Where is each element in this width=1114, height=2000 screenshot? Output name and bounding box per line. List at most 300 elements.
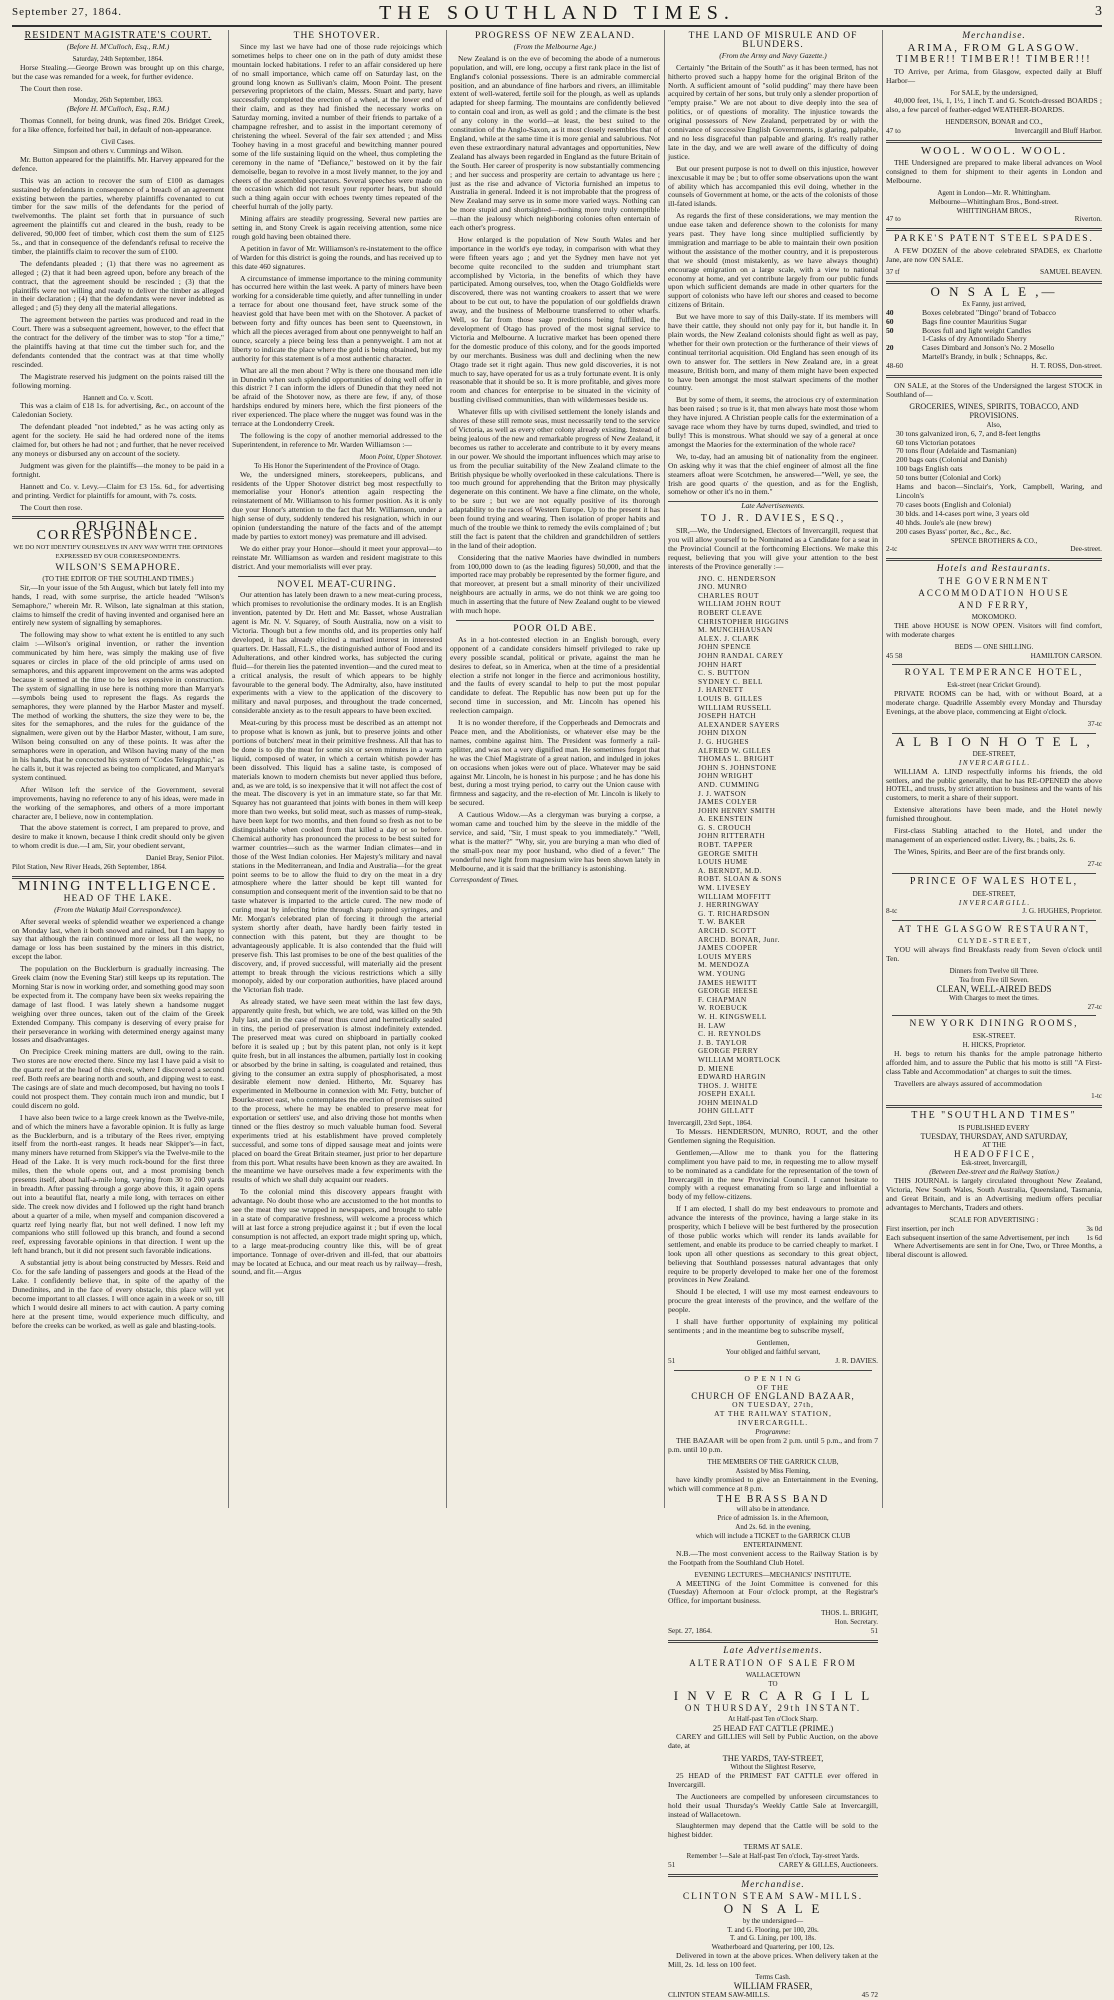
ad-title: I N V E R C A R G I L L [673, 1687, 873, 1703]
ad-line: C L Y D E - S T R E E T , [957, 937, 1031, 946]
paragraph: The following may show to what extent he is entitled to any such claim :—Wilson's original invention, or rather the invention communicated by him here, was simply the making use of five squares or circles in place of the old principle of arms used on semaphores, and this apparent improvement on the arms was adopted because it seemed at the time to be less expensive in construction. The system of signalling in use here is nothing more than Marryat's—symbols being used to represent the flags. As regards the semaphores, they were planned by the Harbor Master and myself. The method of working the shutters, the size they were to be, the sites for the semaphores, and the rules for the guidance of the signalmen, were given out by the Harbor Master, without, I am sure, Wilson being consulted on any of these points. It was after the semaphores were in operation, and Wilson having many of the men in his hands, that he concocted his system of "Codes Telegraphic," as he calls it, but it was rejected as being too complicated, and Marryat's system continued. [12, 630, 224, 782]
signatory-name: ROBT. TAPPER [698, 840, 754, 850]
onsale-item-text: Bags fine counter Mauritius Sugar [922, 316, 1027, 326]
ad-title: AND FERRY, [958, 600, 1030, 611]
ad-line: Dinners from Twelve till Three. [949, 966, 1039, 975]
ad-line: 25 HEAD FAT CATTLE (PRIME.) [712, 1723, 834, 1734]
ad-number: 47 to [886, 126, 901, 136]
section-heading: Late Advertisements. [668, 501, 878, 511]
divider [886, 228, 1102, 231]
onsale-list [886, 309, 1102, 362]
ad-line: Agent in London—Mr. R. Whittingham. [937, 188, 1051, 197]
paragraph: This was an action to recover the sum of £100 as damages sustained by defendants in consequence of a breach of an agreement existing between the parties, whereby plaintiffs covenanted to cut timber for the saw mills of the defendants for the period of twelvemonths. The plaint set forth that in pursuance of such agreement the plaintiffs cut and cleared in the bush, ready to be delivered, 90,000 feet of timber, which cost them the sum of £125 5s., and that in consequence of the defendant's refusal to receive the timber, the plaintiffs claim to recover the sum of £100. [12, 175, 224, 256]
section-heading: Late Advertisements. [723, 1646, 823, 1656]
signature: J. R. DAVIES. [835, 1355, 878, 1365]
ad-title: TO [768, 1679, 778, 1688]
onsale-item-quantity: 60 [886, 316, 894, 326]
paragraph: We, to-day, had an amusing bit of nationality from the engineer. On asking why it was that the chief engineer of almost all the fine steamers afloat were Scotchmen, he answered—"Well, ye see, the Irish are good quarts o' the question, and as for the English, somehow or other it's no in them." [668, 451, 878, 497]
ad-line: GROCERIES, WINES, SPIRITS, TOBACCO, AND PROVISIONS. [909, 401, 1079, 420]
paragraph: YOU will always find Breakfasts ready from Seven o'clock until Ten. [886, 945, 1102, 964]
ad-title: AT THE RAILWAY STATION, [714, 1409, 832, 1419]
signatory-name: GEORGE HEESE [698, 986, 759, 996]
paragraph: Extensive alterations have been made, and the Hotel newly furnished throughout. [886, 805, 1102, 824]
paragraph: The Court then rose. [20, 502, 83, 512]
ad-title: PARKE'S PATENT STEEL SPADES. [894, 234, 1094, 245]
signatory-name: ARCHD. BONAR, Junr. [698, 934, 780, 944]
signatory-name: C. S. BUTTON [698, 668, 750, 678]
paragraph: THE above HOUSE is NOW OPEN. Visitors will find comfort, with moderate charges [886, 620, 1102, 639]
signatory-name: ALEXANDER SAYERS [698, 719, 780, 729]
date-line: Sept. 27, 1864. [668, 1626, 712, 1636]
onsale-item-text: Cases Dimbard and Jonson's No. 2 Mosello [922, 343, 1055, 353]
signature: Invercargill and Bluff Harbor. [1014, 126, 1102, 136]
ad-line: will also be in attendance. [736, 1505, 810, 1514]
paragraph: have kindly promised to give an Entertainment in the Evening, which will commence at 8 p.m. [668, 1474, 878, 1493]
signatory-name: JOHN HART [698, 659, 743, 669]
signatory-name: EDWARD HARGIN [698, 1072, 766, 1082]
signatory-name: JOHN SPENCE [698, 642, 752, 652]
ad-line: Also, [986, 420, 1002, 429]
article-subheading: HEAD OF THE LAKE. [63, 893, 173, 904]
ad-line: With Charges to meet the times. [949, 993, 1039, 1002]
ad-title: NEW YORK DINING ROOMS, [909, 1019, 1079, 1030]
paragraph: Whatever fills up with civilised settlement the lonely islands and shores of these still remote seas, must necessarily tend to the service of Victoria, as well as every other colony already existing. Instead of being jealous of the new and remarkable progress of New Zealand, it becomes us rather to accelerate and contribute to it by every means in our power. We should the important influences which may arise to us from the peculiar suitability of the New Zealand climate to the British physique be wholly overlooked in these calculations. There is too much ground for apprehending that the Briton may physically degenerate on this continent. We have a fine climate, on the whole, to be sure ; but we are not equally positive of its thorough adaptability to the races of Western Europe. Up to the present it has been found trying and wearing. Then isolation of proper habits and much of the trouble we think to remedy the evils complained of ; but still the fact is patent that the children and grandchildren of settlers in the land of their adoption. [450, 407, 660, 550]
ad-line: Programme: [755, 1428, 791, 1437]
ad-number: 51 [870, 1626, 878, 1636]
divider [886, 140, 1102, 143]
signature-row [668, 1357, 878, 1366]
column-2 [232, 30, 442, 1508]
ad-number: 27-tc [1087, 859, 1102, 868]
ad-title: ALTERATION OF SALE FROM [689, 1657, 857, 1668]
paragraph: New Zealand is on the eve of becoming the abode of a numerous population, and will, ere long, occupy a first rank place in the list of England's colonial possessions. There is an admirable commercial position, and an abundance of fine harbors and rivers, an illimitable extent of well-watered, fertile soil for the plough, as well as uplands adapted for sheep farming. The mountains are confidently believed to contain coal and iron, as well as gold ; and the climate is the best of any colony in the world—at least, the best suited to the constitution of the Anglo-Saxon, as it most closely resembles that of England, while at the same time it is more genial and salubrious. Not even these extraordinary natural advantages and opportunities, New Zealand has always been regarded in England as the future Britain of the South. Her career of prosperity is now substantially commencing ; and her success and prosperity are certain to advantage us here ; just as the rise and advance of Victoria furnished an impetus to Australia in general. Indeed it is not improbable that the progress of New Zealand may serve us in some more varied ways. Nothing can be more stupid and shortsighted—nothing more truly contemptible—than the jealousy which neighboring colonies often entertain of each other's progress. [450, 53, 660, 233]
paragraph: To Messrs. HENDERSON, MUNRO, ROUT, and the other Gentlemen signing the Requisition. [668, 1126, 878, 1145]
paragraph: SIR,—We, the Undersigned, Electors of Invercargill, request that you will allow yourself to be Nominated as a Candidate for a seat in the Provincial Council at the forthcoming Elections. We make this request, believing that you will give your attention to the best interests of the Province generally :— [668, 526, 878, 571]
rate-label: Each subsequent insertion of the same Advertisement, per inch [886, 1232, 1070, 1242]
ad-title: THE BRASS BAND [716, 1494, 830, 1506]
paragraph: A MEETING of the Joint Committee is convened for this (Tuesday) Afternoon at Four o'clock prompt, at the Registrar's Office, for important business. [668, 1578, 878, 1606]
signatory-name: W. H. KINGSWELL [698, 1011, 767, 1021]
ad-title: THE "SOUTHLAND TIMES" [911, 1109, 1077, 1121]
signatory-name: THOS. J. WHITE [698, 1080, 758, 1090]
signatory-name: THOMAS L. BRIGHT [698, 754, 774, 764]
signatory-name: ARCHD. SCOTT [698, 926, 757, 935]
divider [886, 558, 1102, 561]
signatory-name: ALFRED W. GILLES [698, 745, 772, 755]
ad-title: INVERCARGILL. [737, 1418, 809, 1428]
stores-item: 30 tons galvanized iron, 6, 7, and 8-feet lengths [896, 428, 1041, 438]
divider [886, 1105, 1102, 1108]
disclaimer: WE DO NOT IDENTIFY OURSELVES IN ANY WAY WITH THE OPINIONS EXPRESSED BY OUR CORRESPONDENTS. [13, 544, 223, 561]
ad-title: A L B I O N H O T E L , [895, 733, 1093, 749]
paragraph: A Cautious Widow.—As a clergyman was burying a corpse, a woman came and touched him by the sleeve in the middle of the service, and said, "Sir, I must speak to you immediately." "Well, what is the matter?" "Why, sir, you are burying a man who died of the small-pox near my poor husband, who died of a fever." The wonderful new light from magnesium wire has been shown lately in Melbourne, and it is said that the brilliancy is astonishing. [450, 810, 660, 873]
paragraph: A circumstance of immense importance to the mining community has occurred here within the last week. A party of miners have been working for a considerable time quietly, and after tunnelling in under a terrace for about one thousand feet, have struck some of the heaviest gold that have been met with on the Shotover. A packet of between forty and fifty ounces has been sent to Queenstown, in which all the pieces averaged from about one pennyweight to half an ounce, scarcely a piece being less than a pennyweight. I am not at liberty to indicate the place where the gold is being obtained, but my authority for this statement is of a most authentic character. [232, 273, 442, 363]
ad-title: O P E N I N G [744, 1373, 802, 1383]
ad-number: 45 72 [861, 1989, 878, 1999]
paragraph: After several weeks of splendid weather we experienced a change on Monday last, when it both snowed and rained, but I am happy to say that although the rain continued more or less all the week, no damage or loss has been sustained by the miners in this district, except the labor. [12, 916, 224, 962]
paragraph: ON SALE, at the Stores of the Undersigned the largest STOCK in Southland of— [886, 381, 1102, 399]
signature-place: Pilot Station, New River Heads, 26th September, 1864. [12, 863, 167, 872]
source-line: Correspondent of Times. [450, 876, 519, 885]
signatory-name: H. LAW [698, 1020, 726, 1030]
ad-line: MOKOMOKO. [971, 612, 1017, 621]
paragraph: Where Advertisements are sent in for One, Two, or Three Months, a liberal discount is allowed. [886, 1241, 1102, 1260]
ad-line: AT THE [982, 1141, 1006, 1150]
signatory-name: J. B. TAYLOR [698, 1037, 748, 1047]
ad-title: THE GOVERNMENT [938, 576, 1050, 587]
onsale-item-quantity: 50 [886, 325, 894, 335]
signature: Dee-street. [1070, 544, 1102, 554]
paragraph: Certainly "the Britain of the South" as it has been termed, has not hitherto proved such a happy home for the original Briton of the North. A sufficient amount of "solid pudding" may there have been acquired by certain of her sons, but truly only a slender proportion of "empty praise." We are not about to dive deeply into the sea of politics, or of questions of morality. The injustice towards the original possessors of New Zealand, perpetrated by or with the connivance of successive English Governments, is glaring, palpable, and no less disgraceful than palpable and glaring. It's really rather late in the day, and we are well aware of the difficulty of doing justice. [668, 62, 878, 161]
paragraph: The defendant pleaded "not indebted," as he was acting only as agent for the society. He said he had ordered none of the items claimed for, but others he had not ; and further, that he never received any moneys or disbursed any on account of the society. [12, 422, 224, 458]
ad-title: AT THE GLASGOW RESTAURANT, [897, 924, 1091, 935]
masthead-rule [12, 25, 1102, 27]
onsale-item-text: Boxes celebrated "Dingo" brand of Tobacco [922, 307, 1056, 317]
divider [668, 1874, 878, 1877]
signatory-name: J. HARNETT [698, 685, 744, 695]
signatory-name: G. S. CROUCH [698, 822, 752, 832]
paragraph: First-class Stabling attached to the Hotel, and under the management of an experienced ostler. Livery, 8s. ; baits, 2s. 6. [886, 826, 1102, 844]
source-line: (From the Melbourne Age.) [513, 41, 597, 51]
signatory-name: J. G. HUGHES [698, 736, 749, 746]
column-rule [228, 30, 229, 1508]
article-heading: THE SHOTOVER. [293, 31, 381, 41]
signatory-name: JOHN WRIGHT [698, 771, 754, 781]
signatory-name: ALEX. J. CLARK [698, 633, 760, 643]
paragraph: The Court then rose. [20, 83, 83, 93]
paragraph: It is no wonder therefore, if the Copperheads and Democrats and Peace men, and the Abolitionists, or whatever else may be the names, combine against him. The President was formerly a rail-splitter, and was not a very dignified man. He sometimes forgot that he was the Chief Magistrate of a great nation, and indulged in jokes on occasions when jokes were out of place. Whatever may be said against Mr. Lincoln, he is honest in his purpose ; and he has done his best, during a most trying period, to carry out the Union cause with firmness and sagacity, and the re-election of Mr. Lincoln is likely to be secured. [450, 718, 660, 808]
ad-line: ESK-STREET. [972, 1032, 1016, 1041]
ad-line: For SALE, by the undersigned, [950, 88, 1038, 97]
ad-line: which will include a TICKET to the GARRICK CLUB [695, 1532, 851, 1541]
ad-line: H. HICKS, Proprietor. [962, 1041, 1026, 1050]
paragraph: To the colonial mind this discovery appears fraught with advantage. No doubt those who are accustomed to the hot months to see the meat they use wrapped in newspapers, and brought to table in a state of comparative freshness, will welcome a process which will at last force a strong prejudice against it ; but if even the local consumption is not affected, an export trade might spring up, which, to a large meat-producing country like this, will be of great importance. Tonnage of over-driven and ill-fed, that our abattoirs may be located at Echuca, and our meat reach us by railway—fresh, sound, and fit.—Argus [232, 1187, 442, 1277]
rate-value: 1s 6d [1086, 1232, 1102, 1242]
ad-line: Without the Slightest Reserve, [730, 1762, 816, 1771]
signatory-name: M. MUNCHHAUSAN [698, 625, 773, 635]
signatory-name: F. CHAPMAN [698, 994, 747, 1004]
signatory-name: JOHN HENRY SMITH [698, 805, 776, 815]
signatory-name: JOHN S. JOHNSTONE [698, 762, 777, 772]
case-title: Simpson and others v. Cummings and Wilson. [53, 146, 183, 155]
rate-label: First insertion, per inch [886, 1223, 955, 1233]
stores-item: 40 hhds. Joule's ale (new brew) [896, 517, 992, 527]
signatory-name: JAMES COLYER [698, 797, 758, 807]
divider [892, 920, 1096, 921]
signatory-name: G. T. RICHARDSON [698, 908, 770, 918]
section-heading: Merchandise. [962, 31, 1026, 41]
ad-line: At Half-past Ten o'Clock Sharp. [728, 1715, 818, 1724]
paragraph: Meat-curing by this process must be described as an attempt not to propose what is known as junk, but to preserve joints and other portions of butchers' meat in their primitive freshness. All that has to be done is to dip the meat for some six or seven minutes in a warm liquid, composed of water, in which a certain whitish powder has been dissolved. This liquid has a saline taste, is composed of materials known to modern chemists but never applied thus before, and, as we are told, is so inexpensive that it will not affect the cost of the meat. The discovery is yet in an immature state, so far that Mr. Squarey has not guaranteed that joints with bones in them will keep more than two weeks, but solid meat, such as masses of rump-steak, have been kept for two months, and then found so fresh as not to be distinguishable when cooked from that killed a day or so before. Chemical authority has pronounced the process to be best suited for warmer countries—such as the warmer Indian climates—and in those of the West Indian colonies. Her Majesty's military and naval stations in the Mediterranean, and India and Australia—for the great point seems to be to allow the fluid to dry on the meat in a dry atmosphere where the latter should be kept till wanted for consumption and consequent merit of the invention said to be that no taste whatever is imparted to the article cured. The new mode of curing meat by infecting brine through sharp pointed syringes, and Mr. Morgan's celebrated plan of forcing it through the arterial system shortly after death, have hardly been fairly tested in connection with this patent, but they are thought to be advantageously applicable. It is also contended that the fluid will preserve fish. This last promises to be one of the best qualities of the discovery, and, if proved successful, will materially aid the present attempt to break through the vicious restrictions which a silly monopoly, aided by our corporation authorities, have placed around the Victorian fish trade. [232, 718, 442, 995]
paragraph: Our attention has lately been drawn to a new meat-curing process, which promises to revolutionise the ordinary modes. It is an English invention, patented by Dr. Hett and Mr. Basset, whose Australian agent is Mr. N. V. Squarey, of South Australia, now on a visit to Victoria. Though but a few months old, and its properties only half developed, it has already elicited a marked interest in interested quarters. Dr. Hassall, F.L.S., the distinguished author of Food and its Adulterations, and other kindred works, has subjected the curing fluid—for therein lies the patented invention—and the cured meat to a critical analysis, the result of which appears to be highly favourable to the general body. The Admiralty, also, have instituted experiments with a view to the application of the discovery to military and naval purposes, and throughout the trade concerned, considerable anxiety as to the result appears to have been excited. [232, 590, 442, 716]
ad-title: ARIMA, FROM GLASGOW. [907, 41, 1081, 54]
court-date: Saturday, 24th September, 1864. [72, 54, 164, 63]
onsale-item-text: Boxes full and light weight Candles [922, 325, 1032, 335]
rate-value: 3s 0d [1086, 1223, 1102, 1233]
ad-line: Esk-street (near Cricket Ground). [947, 681, 1041, 690]
ad-number: 45 58 [886, 650, 903, 660]
ad-number: 1-tc [1091, 1091, 1102, 1100]
signatory-name: GEORGE PERRY [698, 1046, 759, 1056]
signatory-name: C. H. REYNOLDS [698, 1029, 762, 1039]
signatory-name: JOHN DIXON [698, 728, 747, 738]
paragraph: Considering that the native Maories have dwindled in numbers from 100,000 down to (as the leading figures) 50,000, and that the imported race may probably be represented by the former figure, and that moreover, at present but a small minority of their uncivilized neighbours are actually in arms, we do not think we are going too much in asserting that the future of New Zealand ought to be viewed with much hope. [450, 552, 660, 616]
column-5 [886, 30, 1102, 1508]
paragraph: THIS JOURNAL is largely circulated throughout New Zealand, Victoria, New South Wales, South Australia, Queensland, Tasmania, and Great Britain, and is an Advertising medium offers peculiar advantages to Merchants, Traders and others. [886, 1176, 1102, 1212]
ad-line: I N V E R C A R G I L L . [958, 758, 1030, 767]
signature: H. T. ROSS, Don-street. [1031, 361, 1102, 371]
paragraph: The Magistrate reserved his judgment on the points raised till the following morning. [12, 371, 224, 390]
signature: Hon. Secretary. [834, 1618, 878, 1627]
masthead [12, 2, 1102, 24]
ad-title: EVENING LECTURES—MECHANICS' INSTITUTE. [694, 1570, 852, 1579]
ad-line: TERMS AT SALE. [743, 1842, 803, 1852]
onsale-item-quantity: 20 [886, 343, 894, 353]
ad-line: Price of admission 1s. in the Afternoon, [717, 1514, 829, 1523]
divider [674, 1370, 872, 1371]
requisition-signatories [698, 575, 878, 1116]
ad-title: ROYAL TEMPERANCE HOTEL, [904, 668, 1084, 679]
ad-line: CLEAN, WELL-AIRED BEDS [936, 983, 1052, 994]
signatory-name: W. ROEBUCK [698, 1003, 748, 1013]
stores-item: 50 tons butter (Colonial and Cork) [896, 473, 1001, 483]
ad-title: CHURCH OF ENGLAND BAZAAR, [691, 1391, 855, 1402]
signatory-name: LOUIS MYERS [698, 951, 752, 961]
ad-title: WOOL. WOOL. WOOL. [920, 145, 1068, 158]
paragraph: I shall have further opportunity of explaining my political sentiments ; and in the meantime beg to subscribe myself, [668, 1317, 878, 1335]
signatory-name: CHARLES ROUT [698, 590, 759, 600]
mining-heading: MINING INTELLIGENCE. [18, 878, 218, 894]
stores-item: 100 bags English oats [896, 464, 963, 474]
closing: Gentlemen, [756, 1338, 790, 1347]
signatory-name: LOUIS HUME [698, 857, 748, 867]
signature: Daniel Bray, Senior Pilot. [145, 853, 224, 863]
paragraph: As regards the first of these considerations, we may mention the undue ease taken and deference shown to the colonists for many years past. They have long since multiplied sufficiently by immigration and marriage to be able to maintain their own position without the assistance of the mother country, and it is preposterous that we should (most mistakenly, as we have always thought) encourage emigration on a large scale, with a view to national economy at home, and yet contribute largely from our public funds upon which sufficient demands are made in other quarters for the support of colonists who have left our shores and ceased to become citizens of Britain. [668, 211, 878, 310]
signatory-name: M. MENDOZA [698, 960, 750, 970]
divider [892, 1015, 1096, 1016]
ad-line: SCALE FOR ADVERTISING : [949, 1215, 1039, 1224]
signatory-name: D. MIENE [698, 1063, 735, 1073]
ad-line: Melbourne—Whittingham Bros., Bond-street. [929, 197, 1059, 206]
ad-title: ON THURSDAY, 29th INSTANT. [684, 1702, 862, 1713]
divider [892, 873, 1096, 874]
paragraph: 40,000 feet, 1¼, 1, 1½, 1 inch T. and G. Scotch-dressed BOARDS ; also, a few parcel of feather-edged WEATHER-BOARDS. [886, 96, 1102, 115]
paragraph: Sir,—In your issue of the 5th August, which but lately fell into my hands, I read, with some surprise, the article headed "Wilson's Semaphore," wherein Mr. R. Wilson, late signalman at this station, claims to himself the credit of having invented and organised here an entirely new system of signalling by semaphores. [12, 582, 224, 628]
ad-title: CLINTON STEAM SAW-MILLS. [682, 1891, 864, 1902]
page-number: 3 [1095, 4, 1102, 19]
paragraph: Horse Stealing.—George Brown was brought up on this charge, but the case was remanded for a week, for further evidence. [12, 62, 224, 81]
paragraph: How enlarged is the population of New South Wales and her importance in the world's eye today, in comparison with what they were fifteen years ago ; and yet the Sydney men have not yet become quite reconciled to the sudden and triumphant start accomplished by Victoria, in the benefits of which they have participated. Among ourselves, too, when the Otago Goldfields were discovered, there was not wanting croakers to assert that we were about to be cut out, to have the population of our goldfields drawn away, and the business of Melbourne transferred to other wharfs. Well, so far from those sage predictions being fulfilled, the development of Otago has proved of the most signal service to Victoria and Melbourne. A lucrative market has been opened there for the domestic produce of this colony, and for the goods imported by our merchants. Business was dull and declining when the new Otago trade set it right again. Thus new gold discoveries, it is not much to say, have operated for us as a truly fortunate event. It is only reasonable that it should be so. It is more profitable, and gives more room and chances for enterprise to be situated in the vicinity of bustling civilised communities, than with wildernesses beside us. [450, 234, 660, 405]
paragraph: N.B.—The most convenient access to the Railway Station is by the Footpath from the Southland Club Hotel. [668, 1548, 878, 1567]
section-heading: Hotels and Restaurants. [936, 564, 1052, 575]
paragraph: I have also been twice to a large creek known as the Twelve-mile, and of which the miners have a favorable opinion. It is fully as large as the Bucklerburn, and is a tributary of the Rees river, emptying itself from the north-east ranges. It heads near Skipper's—in fact, many miners have returned from Skipper's via the Twelve-mile to the Head of the Lake. It is very much rock-bound for the first three miles, then the whole opens out, and a most promising bench presents itself, about half-a-mile long, varying from 30 to 200 yards in breadth. After passing through a gorge above this, it again opens out into a beautiful flat, nearly a mile long, with terraces on either side. The creek now divides and I followed up the right hand branch about a quarter of a mile, when myself and companion discovered a quartz reef lying nearly flat, but not well defined. I now left my companions who still followed up this branch, and found a second reef, expressing favorable opinions in that direction. I went up the left hand branch, but it did not present such favorable indications. [12, 1112, 224, 1256]
paragraph: TO Arrive, per Arima, from Glasgow, expected daily at Bluff Harbor— [886, 66, 1102, 85]
ad-line: T. and G. Lining, per 100, 18s. [730, 1934, 816, 1943]
signatory-name: AND. CUMMING [698, 779, 760, 789]
signatory-name: LOUIS B. GILLES [698, 693, 763, 703]
davies-requisition [668, 501, 878, 1636]
paragraph: A FEW DOZEN of the above celebrated SPADES, ex Charlotte Jane, are now ON SALE. [886, 246, 1102, 265]
paragraph: The defendants pleaded ; (1) that there was no agreement as alleged ; (2) that it had been agreed upon, before any breach of the contract, that the agreement should be rescinded ; (3) that the plaintiffs were not willing and ready to deliver the timber as alleged in their declaration ; (4) that the defendants were never indebted as alleged ; and (5) they deny all the material allegations. [12, 258, 224, 313]
paragraph: THE Undersigned are prepared to make liberal advances on Wool consigned to them for shipment to their agents in London and Melbourne. [886, 157, 1102, 185]
signature: CLINTON STEAM SAW-MILLS. [668, 1989, 770, 1999]
ad-line: TUESDAY, THURSDAY, AND SATURDAY, [920, 1131, 1068, 1141]
signatory-name: JOHN RANDAL CAREY [698, 651, 784, 660]
paragraph: Thomas Connell, for being drunk, was fined 20s. Bridget Creek, for a like offence, forfeited her bail, in default of non-appearance. [12, 116, 224, 135]
stores-item: 60 tons Victorian potatoes [896, 437, 976, 447]
paragraph: WILLIAM A. LIND respectfully informs his friends, the old settlers, and the public generally, that he has RE-OPENED the above HOTEL, and trusts, by strict attention to business and the wants of his customers, to merit a share of their support. [886, 766, 1102, 803]
signature: THOS. L. BRIGHT, [821, 1609, 878, 1618]
paragraph: Mining affairs are steadily progressing. Several new parties are setting in, and Stony Creek is again receiving attention, some nice rough gold having been obtained there. [232, 214, 442, 241]
paragraph: The Wines, Spirits, and Beer are of the first brands only. [894, 846, 1065, 856]
court-subheading: (Before H. M'Culloch, Esq., R.M.) [66, 104, 170, 114]
paragraph: Travellers are always assured of accommodation [894, 1078, 1042, 1088]
ad-line: T. and G. Flooring, per 100, 20s. [727, 1925, 819, 1934]
ad-line: Ex Fanny, just arrived, [962, 299, 1026, 308]
article-heading: WILSON'S SEMAPHORE. [55, 563, 181, 574]
source-line: (From the Army and Navy Gazette.) [719, 50, 827, 60]
paragraph: Slaughtermen may depend that the Cattle will be sold to the highest bidder. [668, 1821, 878, 1840]
court-subheading: (Before H. M'Culloch, Esq., R.M.) [66, 41, 170, 51]
signatory-name: T. W. BAKER [698, 917, 746, 927]
signatory-name: A. BERNDT, M.D. [698, 865, 763, 875]
paragraph: That the above statement is correct, I am prepared to prove, and desire to make it known, because I think credit should only be given to whom credit is due.—I am, Sir, your obedient servant, [12, 823, 224, 851]
paragraph: Judgment was given for the plaintiffs—the money to be paid in a fortnight. [12, 460, 224, 479]
paragraph: Gentlemen,—Allow me to thank you for the flattering compliment you have paid to me, in requesting me to allow myself to be nominated as a candidate for the representation of the town of Invercargill in the new Provincial Council. I cannot hesitate to comply with a request emanating from so large and influential a body of my fellow-citizens. [668, 1147, 878, 1202]
paragraph: Should I be elected, I will use my most earnest endeavours to procure the great interests of the province, and the welfare of the people. [668, 1287, 878, 1315]
article-subheading: (TO THE EDITOR OF THE SOUTHLAND TIMES.) [42, 574, 194, 583]
paragraph: If I am elected, I shall do my best endeavours to promote and advance the interests of the province, having a large stake in its prosperity, which I believe will be best furthered by the prosecution of those public works which will render its lands available for settlement, and enable its produce to be carried cheaply to market. I look upon all other questions as secondary to this great object, believing that Southland possesses natural advantages that only require to be properly developed to make her one of the foremost provinces in New Zealand. [668, 1204, 878, 1285]
paragraph: But our present purpose is not to dwell on this injustice, however inexcusable it may be ; but to offer some observations upon the want of ability which has accompanied this evil doing, whether in the counsels of Government at home, or the acts of the colonists of those ill-fated islands. [668, 163, 878, 209]
ad-line: Weatherboard and Quartering, per 100, 12s. [711, 1943, 835, 1952]
ad-number: 8-tc [886, 906, 898, 916]
paragraph: CAREY and GILLIES will Sell by Public Auction, on the above date, at [668, 1732, 878, 1751]
ad-line: And 2s. 6d. in the evening, [735, 1523, 811, 1532]
address-line: Moon Point, Upper Shotover. [359, 452, 442, 461]
onsale-item-quantity: 40 [886, 307, 894, 317]
ad-title: TIMBER!! TIMBER!! TIMBER!!! [896, 53, 1092, 65]
ad-title: TO J. R. DAVIES, ESQ., [700, 513, 846, 525]
signatory-name: WILLIAM JOHN ROUT [698, 599, 782, 609]
signatory-name: JAMES HEWITT [698, 977, 757, 987]
signatory-name: ROBERT CLEAVE [698, 608, 763, 618]
onsale-item-text: Martell's Brandy, in bulk ; Schnapps, &c. [922, 352, 1048, 362]
signature-row [668, 1627, 878, 1636]
ad-title: PRINCE OF WALES HOTEL, [909, 875, 1079, 887]
paragraph: The population on the Bucklerburn is gradually increasing. The Greek claim (now the Evening Star) still keeps up its reputation. The Morning Star is now in working order, and something good may soon be expected from it. The company have been six weeks repairing the damage of last flood. I was lately shewn a handsome nugget weighing over three ounces, taken out of the claim of the Greek Extended Company. This company is deserving of every praise for their perseverance in working with determined energy against many losses and disadvantages. [12, 964, 224, 1045]
stores-item: 200 cases Byass' porter, &c., &c., &c. [896, 526, 1012, 536]
signatory-name: JAMES COOPER [698, 943, 758, 953]
ad-line: THE YARDS, TAY-STREET, [722, 1753, 824, 1764]
signatory-name: J. J. WATSON [698, 788, 747, 798]
stores-item: 30 blds. and 14-cases port wine, 3 years old [896, 508, 1029, 518]
signatory-name: WILLIAM MORTLOCK [698, 1054, 781, 1064]
paragraph: After Wilson left the service of the Government, several improvements, having no reference to any of his ideas, were made in the working of the semaphores, and others of a more important character are, I believe, now in contemplation. [12, 784, 224, 821]
court-heading: RESIDENT MAGISTRATE'S COURT. [24, 30, 212, 41]
article-heading: THE LAND OF MISRULE AND OF BLUNDERS. [688, 31, 858, 50]
signatory-name: WM. YOUNG [698, 968, 746, 978]
column-rule [446, 30, 447, 1508]
ad-number: 37-tc [1087, 720, 1102, 728]
ad-title: ACCOMMODATION HOUSE [918, 588, 1070, 599]
paragraph: Hannett and Co. v. Levy.—Claim for £3 15s. 6d., for advertising and printing. Verdict for plaintiffs for amount, with 7s. costs. [12, 481, 224, 500]
signatory-name: JOHN RITTERATH [698, 831, 766, 841]
paragraph: The Auctioneers are compelled by unforeseen circumstances to hold their usual Thursday's Weekly Cattle Sale at Invercargill, instead of Wallacetown. [668, 1791, 878, 1819]
article-heading: PROGRESS OF NEW ZEALAND. [474, 31, 635, 41]
column-rule [664, 30, 665, 1508]
closing: Your obliged and faithful servant, [725, 1347, 821, 1356]
paragraph: H. begs to return his thanks for the ample patronage hitherto afforded him, and to assure the Public that his motto is still "A First-class Table and Accommodation" at charges to suit the times. [886, 1049, 1102, 1076]
column-1 [12, 30, 224, 1508]
signatory-name: SYDNEY C. BELL [698, 676, 763, 686]
onsale-item-text: 1-Casks of dry Amontilado Sherry [922, 334, 1027, 344]
divider [886, 375, 1102, 378]
ad-line: Esk-street, Invercargill, [961, 1159, 1027, 1168]
signatory-name: JOHN MEINALD [698, 1097, 759, 1107]
ad-title: ON TUESDAY, 27th, [732, 1400, 814, 1410]
ad-line: H E A D O F F I C E , [954, 1149, 1034, 1160]
signature: Riverton. [1074, 214, 1102, 224]
paragraph: This was a claim of £18 1s. for advertising, &c., on account of the Caledonian Society. [12, 401, 224, 420]
ad-line: THE MEMBERS OF THE GARRICK CLUB, [707, 1457, 839, 1466]
signatory-name: JNO. C. HENDERSON [698, 573, 777, 583]
signature: SAMUEL BEAVEN. [1039, 267, 1102, 277]
paragraph: The agreement between the parties was produced and read in the Court. There was a subsequent agreement, however, to the effect that the contract for the delivery of the timber was to stop "for a time," the plaintiffs having at that time cut the timber such for, and the defendants contended that the contract was at that time wholly rescinded. [12, 315, 224, 369]
column-4 [668, 30, 878, 1999]
article-heading: POOR OLD ABE. [513, 624, 597, 634]
source-line: (From the Wakatip Mail Correspondence). [54, 904, 182, 914]
correspondence-heading: ORIGINAL CORRESPONDENCE. [36, 519, 200, 544]
paragraph: We do either pray your Honor—should it meet your approval—to reinstate Mr. Williamson as warden and resident magistrate to this district. And your memorialists will ever pray. [232, 543, 442, 571]
ad-line: I N V E R C A R G I L L . [958, 898, 1030, 907]
signature: HAMILTON CARSON. [1030, 650, 1102, 660]
paragraph: 25 HEAD of the PRIMEST FAT CATTLE ever offered in Invercargill. [668, 1770, 878, 1789]
divider [668, 1640, 878, 1643]
ad-line: Terms Cash. [755, 1973, 791, 1982]
case-title: Hannett and Co. v. Scott. [82, 393, 154, 402]
ad-line: Tea from Five till Seven. [959, 975, 1029, 984]
paragraph: But we have more to say of this Daily-state. If its members will have their cattle, they should not only pay for it, but handle it. In plain words, the New Zealand colonists should fight as well as pay, whether for their own protection or the furtherance of their views of continual territorial acquisition. Old England has seen enough of its own to answer for. The settlers in New Zealand are, in a great measure, British born, and many of them might have been expected to have been amongst the most stalwart specimens of the mother country. [668, 312, 878, 393]
paragraph: We, the undersigned miners, storekeepers, publicans, and residents of the Upper Shotover district beg most respectfully to memorialise your Honor's attention again respecting the reinstatement of Mr. Williamson to his former position. As it is only due your Honor's attention to the fact that Mr. Williamson, under a high sense of duty, suddenly tendered his resignation, which in our opinion (understanding the nature of the facts and of the attempt made by parties to extort money) was premature and ill advised. [232, 469, 442, 541]
signatory-name: JOSEPH HATCH [698, 711, 757, 721]
ad-line: BEDS — ONE SHILLING. [954, 642, 1034, 651]
paragraph: Delivered in town at the above prices. When delivery taken at the Mill, 2s. 1d. less on 100 feet. [668, 1951, 878, 1970]
ad-line: DEE-STREET, [972, 889, 1016, 898]
ad-number: 48-60 [886, 361, 904, 371]
signatory-name: GEORGE SMITH [698, 848, 759, 858]
stores-item: 200 bags oats (Colonial and Danish) [896, 455, 1007, 465]
stores-item: 70 cases boots (English and Colonial) [896, 499, 1011, 509]
ad-line: by the undersigned— [742, 1916, 804, 1925]
address-line: To His Honor the Superintendent of the Province of Otago. [254, 461, 420, 470]
ad-line: IS PUBLISHED EVERY [958, 1123, 1030, 1132]
divider [892, 664, 1096, 665]
stores-list [886, 430, 1102, 537]
signature: SPENCE BROTHERS & CO., [950, 536, 1038, 545]
ad-number: 37 tf [886, 267, 900, 277]
paragraph: What are all the men about ? Why is there one thousand men idle in Dunedin when such splendid opportunities of doing well offer in this district ? I can inform the idlers of Dunedin that they need not be afraid of the Shotover now, as there are few, if any, of those hardships endured by miners here, which the first pioneers of the river experienced. The place where the nugget was found was in the terrace at the Londonderry Creek. [232, 365, 442, 429]
signatory-name: J. HERRINGWAY [698, 900, 760, 910]
ad-line: (Between Dee-street and the Railway Station.) [929, 1168, 1059, 1177]
issue-date: September 27, 1864. [12, 6, 123, 18]
paragraph: The following is the copy of another memorial addressed to the Superintendent, in reference to Mr. Warden Williamson :— [232, 430, 442, 449]
section-heading: Merchandise. [741, 1879, 805, 1890]
paragraph: As in a hot-contested election in an English borough, every opponent of a candidate considers himself privileged to rake up every possible scandal, political or private, against the man he desires to defeat, so in America, when at the time of a presidential election a strife not longer in the fierce and acrimonious hostility, and the faults of every scandal to help to put the most popular candidate to defeat. The Republic has now been put up for the second time in succession, and Mr. Lincoln has opened his reelection campaign. [450, 634, 660, 716]
paragraph: THE BAZAAR will be open from 2 p.m. until 5 p.m., and from 7 p.m. until 10 p.m. [668, 1435, 878, 1454]
paragraph: As already stated, we have seen meat within the last few days, apparently quite fresh, but which, we are told, was killed on the 9th July last, and in the case of meat thus cured and hermetically sealed in tins, the period of preservation is almost indefinitely extended. The preserved meat was cured on shipboard in partially cooked before it is sealed up ; but by this patent plan, not only is it kept quite fresh, but in all instances the albumen, partially lost in cooking or absorbed by the brine in salting, is coagulated and retained, thus giving to the consumer an extra supply of phosphorisated, a most desirable element now denied. Hitherto, Mr. Squarey has experimented in Melbourne in connexion with Mr. Fetty, butcher of Bourke-street east, who contemplates the erection of premises suited to the process, where he may be enabled to preserve meat for exportation or settlers' use, and also driving those hot months when tinned or the flies destroy so much valuable human food. Several experiments tried at his establishment have proved completely successful, and some tons of dipped sausage meat and joints were placed on board the Great Britain steamer, just prior to her departure from this port. What results have been known as they are awaited. In the meantime we have ourselves made a few experiments with the results of which we shall duly acquaint our readers. [232, 997, 442, 1185]
signature: CAREY & GILLES, Auctioneers. [778, 1860, 878, 1870]
signature: WHITTINGHAM BROS., [956, 206, 1032, 215]
